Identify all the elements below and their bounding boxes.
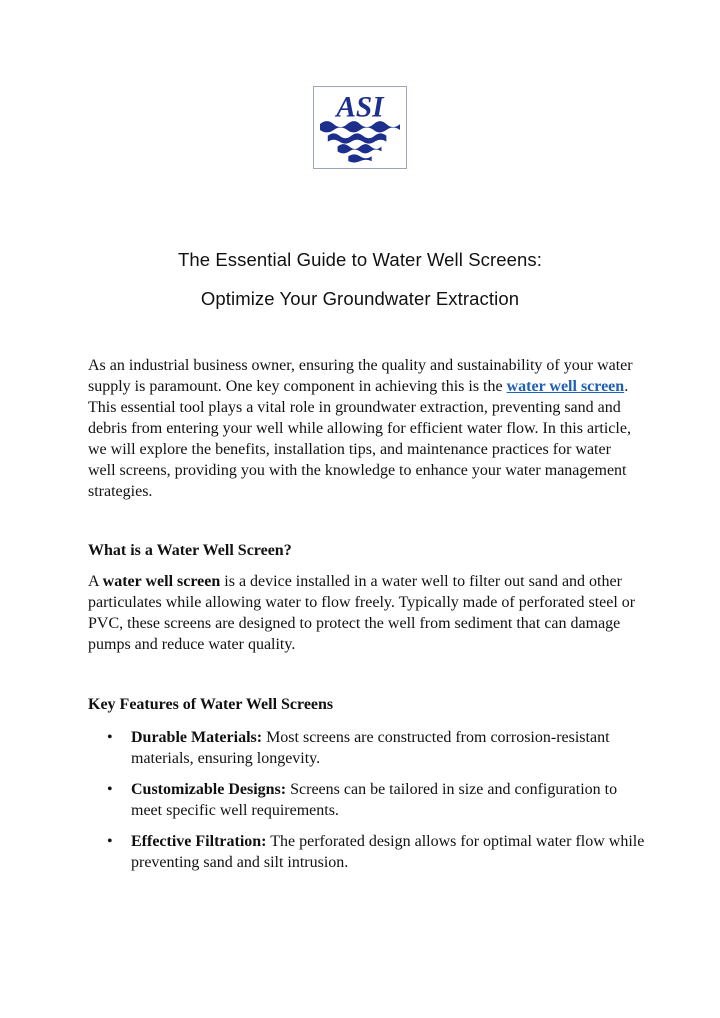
what-is-prefix: A	[88, 573, 103, 590]
features-list	[88, 727, 648, 883]
section-heading-what-is: What is a Water Well Screen?	[88, 542, 292, 559]
list-item	[88, 831, 648, 873]
list-item	[88, 727, 648, 769]
feature-term: Effective Filtration:	[131, 833, 267, 850]
what-is-paragraph	[88, 571, 638, 655]
svg-text:ASI: ASI	[336, 91, 384, 124]
water-well-screen-link[interactable]: water well screen	[506, 378, 625, 395]
what-is-bold-term: water well screen	[102, 573, 221, 590]
document-title-line2: Optimize Your Groundwater Extraction	[200, 288, 520, 309]
intro-text-after-link: . This essential tool plays a vital role in groundwater extraction, preventing sand and debris from entering your well while allowing for efficient water flow. In this article, we will explore the benefits, installation tips, and maintenance practices for water well screens, providing you with the knowledge to enhance your water management strategies.	[88, 378, 631, 500]
company-logo	[313, 86, 407, 169]
list-item	[88, 779, 648, 821]
feature-text: Screens can be tailored in size and configuration to meet specific well requirements.	[131, 781, 618, 819]
bullet-icon: •	[107, 833, 113, 850]
what-is-text: is a device installed in a water well to filter out sand and other particulates while allowing water to flow freely. Typically made of perforated steel or PVC, these screens are designed to protect the well from sediment that can damage pumps and reduce water quality.	[88, 573, 636, 653]
asi-wave-logo-icon	[314, 87, 406, 168]
section-heading-key-features: Key Features of Water Well Screens	[88, 696, 334, 713]
feature-term: Customizable Designs:	[131, 781, 287, 798]
intro-paragraph	[88, 355, 638, 502]
feature-term: Durable Materials:	[131, 729, 263, 746]
intro-text-before-link: As an industrial business owner, ensuring the quality and sustainability of your water supply is paramount. One key component in achieving this is the	[88, 357, 633, 395]
bullet-icon: •	[107, 781, 113, 798]
bullet-icon: •	[107, 729, 113, 746]
document-title-line1: The Essential Guide to Water Well Screens:	[177, 249, 543, 270]
feature-text: Most screens are constructed from corrosion-resistant materials, ensuring longevity.	[131, 729, 610, 767]
feature-text: The perforated design allows for optimal water flow while preventing sand and silt intrusion.	[131, 833, 645, 871]
